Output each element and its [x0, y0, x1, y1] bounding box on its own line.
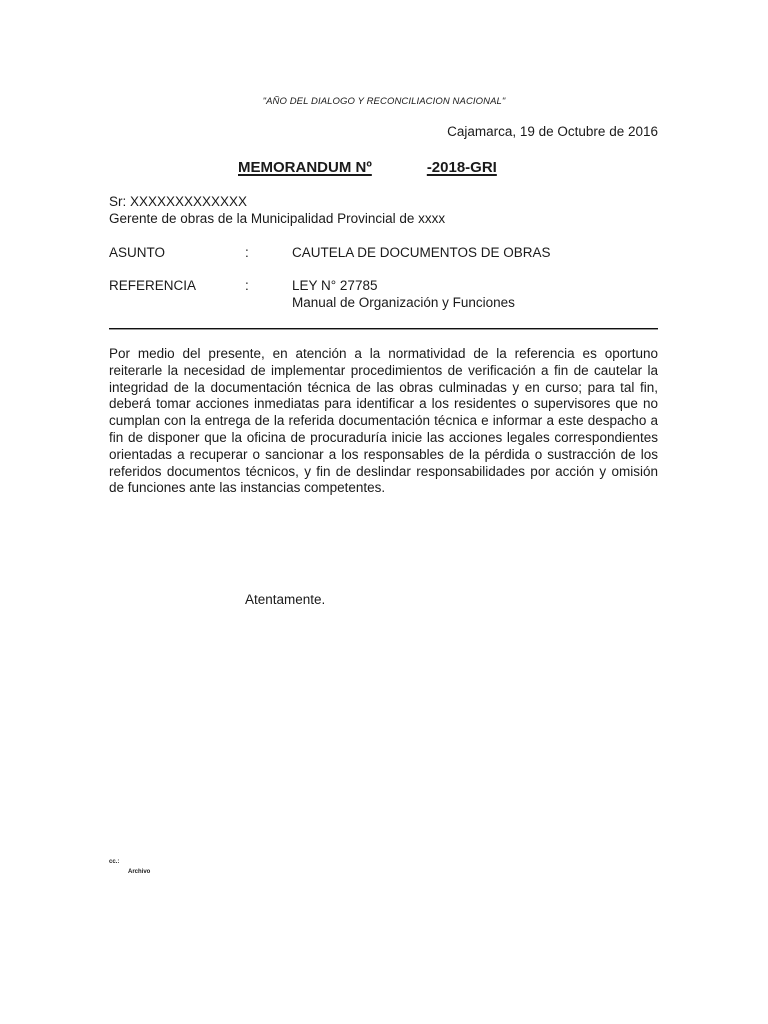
place-date: Cajamarca, 19 de Octubre de 2016 [447, 124, 658, 139]
subject-label: ASUNTO [109, 245, 166, 260]
reference-value-law: LEY N° 27785 [292, 278, 378, 293]
cc-label: cc.: [109, 859, 120, 865]
closing-salutation: Atentamente. [245, 592, 326, 607]
reference-value-manual: Manual de Organización y Funciones [292, 295, 515, 310]
reference-separator: : [245, 278, 249, 293]
memo-title-prefix: MEMORANDUM Nº [238, 159, 372, 176]
memo-body: Por medio del presente, en atención a la normatividad de la referencia es oportuno reiterarle la necesidad de implementar procedimientos de verificación a fin de cautelar la integridad de la documentación técnica de las obras culminadas y en curso; para tal fin, deberá tomar acciones inmediatas para identificar a los residentes o supervisores que no cumplan con la entrega de la referida documentación técnica e informar a este despacho a fin de disponer que la oficina de procuraduría inicie las acciones legales correspondientes orientadas a recuperar o sancionar a los responsables de la pérdida o sustracción de los referidos documentos técnicos, y fin de deslindar responsabilidades por acción y omisión de funciones ante las instancias competentes. [109, 346, 658, 496]
recipient-name: Sr: XXXXXXXXXXXXX [109, 194, 248, 209]
recipient-title: Gerente de obras de la Municipalidad Provincial de xxxx [109, 211, 446, 226]
subject-value: CAUTELA DE DOCUMENTOS DE OBRAS [292, 245, 551, 260]
memo-title-suffix: -2018-GRI [426, 159, 497, 176]
year-motto: "AÑO DEL DIALOGO Y RECONCILIACION NACIONAL" [262, 96, 506, 107]
subject-separator: : [245, 245, 249, 260]
reference-label: REFERENCIA [109, 278, 197, 293]
header-divider [109, 328, 658, 329]
cc-item-archive: Archivo [128, 869, 151, 875]
memo-title [238, 159, 497, 176]
